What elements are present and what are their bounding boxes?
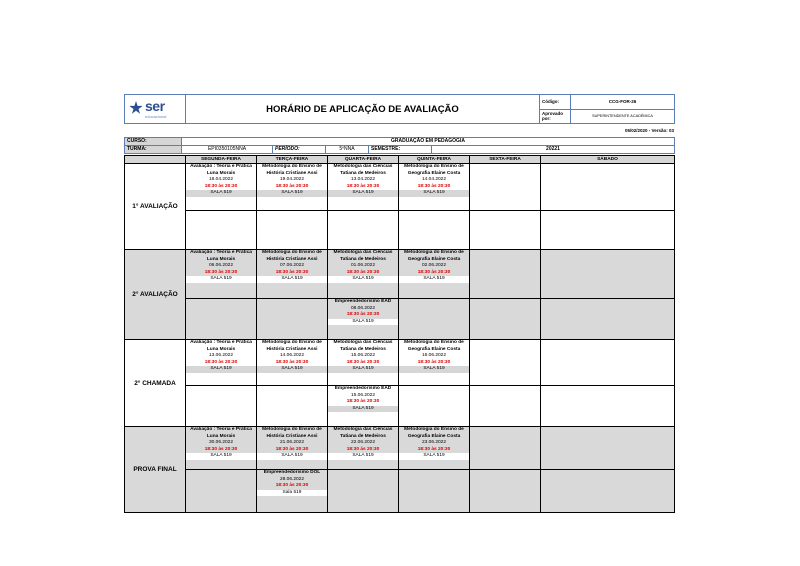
header-day: TERÇA-FEIRA (257, 156, 328, 163)
logo-subtext: educacional (145, 114, 167, 119)
exam-name: Metodologia das Ciências Tatiana de Medeiros (333, 427, 393, 439)
logo-text: ser (145, 98, 165, 114)
exam-date: 14.06.2022 (279, 353, 304, 358)
exam-time: 18:30 às 20:30 (275, 359, 309, 365)
empty-cell (541, 299, 674, 339)
empty-cell (541, 211, 674, 249)
star-logo-icon (129, 101, 143, 115)
exam-room: SALA 519 (328, 406, 398, 413)
empty-cell (470, 427, 541, 469)
empty-cell (328, 211, 399, 249)
exam-cell (328, 299, 399, 339)
turma-label: TURMA: (125, 146, 182, 153)
header-day: SÁBADO (597, 157, 618, 162)
codigo-label: Código: (540, 95, 571, 109)
empty-cell (541, 427, 674, 469)
exam-name: Metodologia das Ciências Tatiana de Medeiros (333, 164, 393, 176)
exam-time: 18:30 às 20:30 (275, 483, 309, 488)
exam-room: SALA 519 (328, 366, 398, 373)
empty-cell (186, 299, 257, 339)
exam-date: 28.06.2022 (279, 476, 304, 482)
document-title: HORÁRIO DE APLICAÇÃO DE AVALIAÇÃO (186, 95, 540, 123)
evaluation-label: 1° AVALIAÇÃO (125, 164, 186, 249)
exam-time: 18:30 às 20:30 (417, 446, 451, 452)
exam-time: 18:30 às 20:30 (346, 183, 380, 189)
empty-cell (541, 386, 674, 426)
header-day: QUINTA-FEIRA (399, 156, 470, 163)
exam-date: 30.06.2022 (208, 440, 233, 445)
exam-time: 18:30 às 20:30 (346, 446, 380, 452)
exam-room: SALA 519 (186, 276, 256, 283)
exam-name: Metodologia do Ensino de Geografia Elaine Costa (404, 340, 464, 352)
semestre-label: SEMESTRE: (369, 146, 432, 153)
exam-room: SALA 519 (257, 190, 327, 197)
version-text: 05/02/2020 - Versão: 03 (624, 128, 674, 133)
exam-time: 18:30 às 20:30 (275, 269, 309, 275)
exam-time: 18:30 às 20:30 (204, 183, 238, 189)
exam-time: 18:30 às 20:30 (346, 312, 380, 317)
exam-name: Metodologia do Ensino de História Cristiane Assi (262, 164, 322, 176)
exam-name: Metodologia do Ensino de Geografia Elaine Costa (404, 427, 464, 439)
exam-cell (328, 386, 399, 426)
evaluation-block (125, 164, 674, 250)
exam-time: 18:30 às 20:30 (204, 359, 238, 365)
exam-room: SALA 519 (328, 190, 398, 197)
exam-name: Metodologia do Ensino de Geografia Elaine Costa (404, 250, 464, 262)
exam-date: 21.06.2022 (279, 440, 304, 445)
exam-date: 23.06.2022 (421, 440, 446, 445)
exam-name: Avaliação : Teoria e Prática Luna Morais (190, 250, 252, 262)
empty-cell (399, 299, 470, 339)
exam-date: 18.04.2022 (208, 177, 233, 182)
empty-cell (541, 340, 674, 385)
exam-cell (399, 250, 470, 298)
exam-room: SALA 519 (399, 190, 469, 197)
exam-time: 18:30 às 20:30 (417, 269, 451, 275)
exam-cell (328, 340, 399, 385)
empty-cell (470, 211, 541, 249)
exam-room: SALA 519 (328, 319, 398, 326)
exam-room: SALA 519 (328, 453, 398, 460)
exam-date: 13.06.2022 (208, 353, 233, 358)
exam-time: 18:30 às 20:30 (204, 446, 238, 452)
exam-date: 19.04.2022 (279, 177, 304, 182)
exam-cell (399, 164, 470, 210)
exam-time: 18:30 às 20:30 (275, 183, 309, 189)
curso-value: GRADUAÇÃO EM PEDAGOGIA (391, 138, 465, 144)
exam-cell (186, 427, 257, 469)
exam-name: Metodologia do Ensino de História Cristiane Assi (262, 250, 322, 262)
aprovado-label: Aprovado por: (540, 110, 571, 124)
semestre-value: 20221 (546, 146, 560, 152)
header-day: QUARTA-FEIRA (328, 156, 399, 163)
exam-room: SALA 519 (186, 453, 256, 460)
exam-cell (186, 340, 257, 385)
exam-cell (328, 250, 399, 298)
exam-room: Sala 519 (257, 490, 327, 497)
exam-date: 15.06.2022 (350, 392, 375, 398)
exam-cell (257, 340, 328, 385)
empty-cell (541, 164, 674, 210)
exam-date: 22.06.2022 (350, 440, 375, 445)
exam-cell (257, 164, 328, 210)
exam-date: 01.06.2022 (350, 263, 375, 268)
evaluation-label: 2° CHAMADA (125, 340, 186, 426)
exam-time: 18:30 às 20:30 (346, 269, 380, 275)
exam-date: 14.04.2022 (421, 177, 446, 182)
exam-time: 18:30 às 20:30 (417, 359, 451, 365)
exam-cell (399, 427, 470, 469)
exam-cell (328, 427, 399, 469)
exam-name: Avaliação : Teoria e Prática Luna Morais (190, 340, 252, 352)
exam-name: Metodologia do Ensino de Geografia Elaine Costa (404, 164, 464, 176)
empty-cell (470, 250, 541, 298)
schedule-grid (124, 155, 675, 513)
course-info (124, 137, 675, 154)
exam-room: SALA 519 (399, 453, 469, 460)
empty-cell (470, 340, 541, 385)
header-day: SEGUNDA-FEIRA (186, 156, 257, 163)
empty-cell (470, 386, 541, 426)
empty-cell (541, 250, 674, 298)
exam-time: 18:30 às 20:30 (204, 269, 238, 275)
exam-cell (399, 340, 470, 385)
empty-cell (186, 470, 257, 512)
exam-cell (257, 470, 328, 512)
exam-room: SALA 519 (186, 190, 256, 197)
exam-cell (328, 164, 399, 210)
exam-name: Empreendedorismo EAD (334, 386, 392, 391)
exam-time: 18:30 às 20:30 (346, 359, 380, 365)
header-day: SEXTA-FEIRA (470, 156, 541, 163)
exam-room: SALA 519 (399, 276, 469, 283)
exam-date: 13.04.2022 (350, 177, 375, 182)
evaluation-block (125, 427, 674, 512)
exam-date: 02.06.2022 (421, 263, 446, 268)
exam-date: 06.06.2022 (208, 263, 233, 268)
empty-cell (399, 386, 470, 426)
exam-cell (257, 250, 328, 298)
exam-name: Metodologia do Ensino de História Cristiane Assi (262, 340, 322, 352)
empty-cell (257, 386, 328, 426)
exam-name: Avaliação : Teoria e Prática Luna Morais (190, 164, 252, 176)
document-meta (540, 95, 674, 123)
exam-room: SALA 519 (399, 366, 469, 373)
header-blank (125, 156, 186, 163)
empty-cell (257, 211, 328, 249)
exam-room: SALA 519 (328, 276, 398, 283)
exam-name: Metodologia das Ciências Tatiana de Medeiros (333, 340, 393, 352)
exam-time: 18:30 às 20:30 (417, 183, 451, 189)
empty-cell (186, 386, 257, 426)
exam-room: SALA 519 (257, 366, 327, 373)
exam-date: 08.06.2022 (350, 305, 375, 311)
curso-label: CURSO: (125, 138, 182, 145)
evaluation-label: PROVA FINAL (125, 427, 186, 512)
exam-room: SALA 519 (186, 366, 256, 373)
exam-date: 15.06.2022 (350, 353, 375, 358)
evaluation-block (125, 250, 674, 340)
codigo-value: CCG-FOR-26 (608, 99, 637, 105)
empty-cell (186, 211, 257, 249)
exam-name: Empreendedorismo EAD (334, 299, 392, 304)
evaluation-block (125, 340, 674, 427)
exam-cell (186, 164, 257, 210)
empty-cell (470, 299, 541, 339)
weekday-header-row (125, 156, 674, 164)
empty-cell (470, 164, 541, 210)
exam-name: Avaliação : Teoria e Prática Luna Morais (190, 427, 252, 439)
evaluation-label: 2° AVALIAÇÃO (125, 250, 186, 339)
exam-name: Metodologia das Ciências Tatiana de Medeiros (333, 250, 393, 262)
aprovado-value: SUPERINTENDENTE ACADÊMICA (592, 114, 653, 119)
exam-name: Metodologia do Ensino de História Cristiane Assi (262, 427, 322, 439)
exam-room: SALA 519 (257, 453, 327, 460)
exam-date: 16.06.2022 (421, 353, 446, 358)
exam-name: Empreendedorismo DOL (263, 470, 321, 475)
document-header (124, 94, 675, 124)
empty-cell (257, 299, 328, 339)
periodo-label: PERÍODO: (273, 146, 326, 153)
logo (125, 95, 186, 123)
empty-cell (399, 470, 470, 512)
empty-cell (328, 470, 399, 512)
exam-cell (186, 250, 257, 298)
exam-time: 18:30 às 20:30 (275, 446, 309, 452)
exam-cell (257, 427, 328, 469)
turma-value: EPI0350105NNA (182, 146, 273, 153)
exam-room: SALA 519 (257, 276, 327, 283)
empty-cell (470, 470, 541, 512)
empty-cell (541, 470, 674, 512)
exam-date: 07.06.2022 (279, 263, 304, 268)
exam-time: 18:30 às 20:30 (346, 399, 380, 404)
schedule-document (124, 94, 675, 513)
periodo-value: 5ºNNA (326, 146, 369, 153)
empty-cell (399, 211, 470, 249)
